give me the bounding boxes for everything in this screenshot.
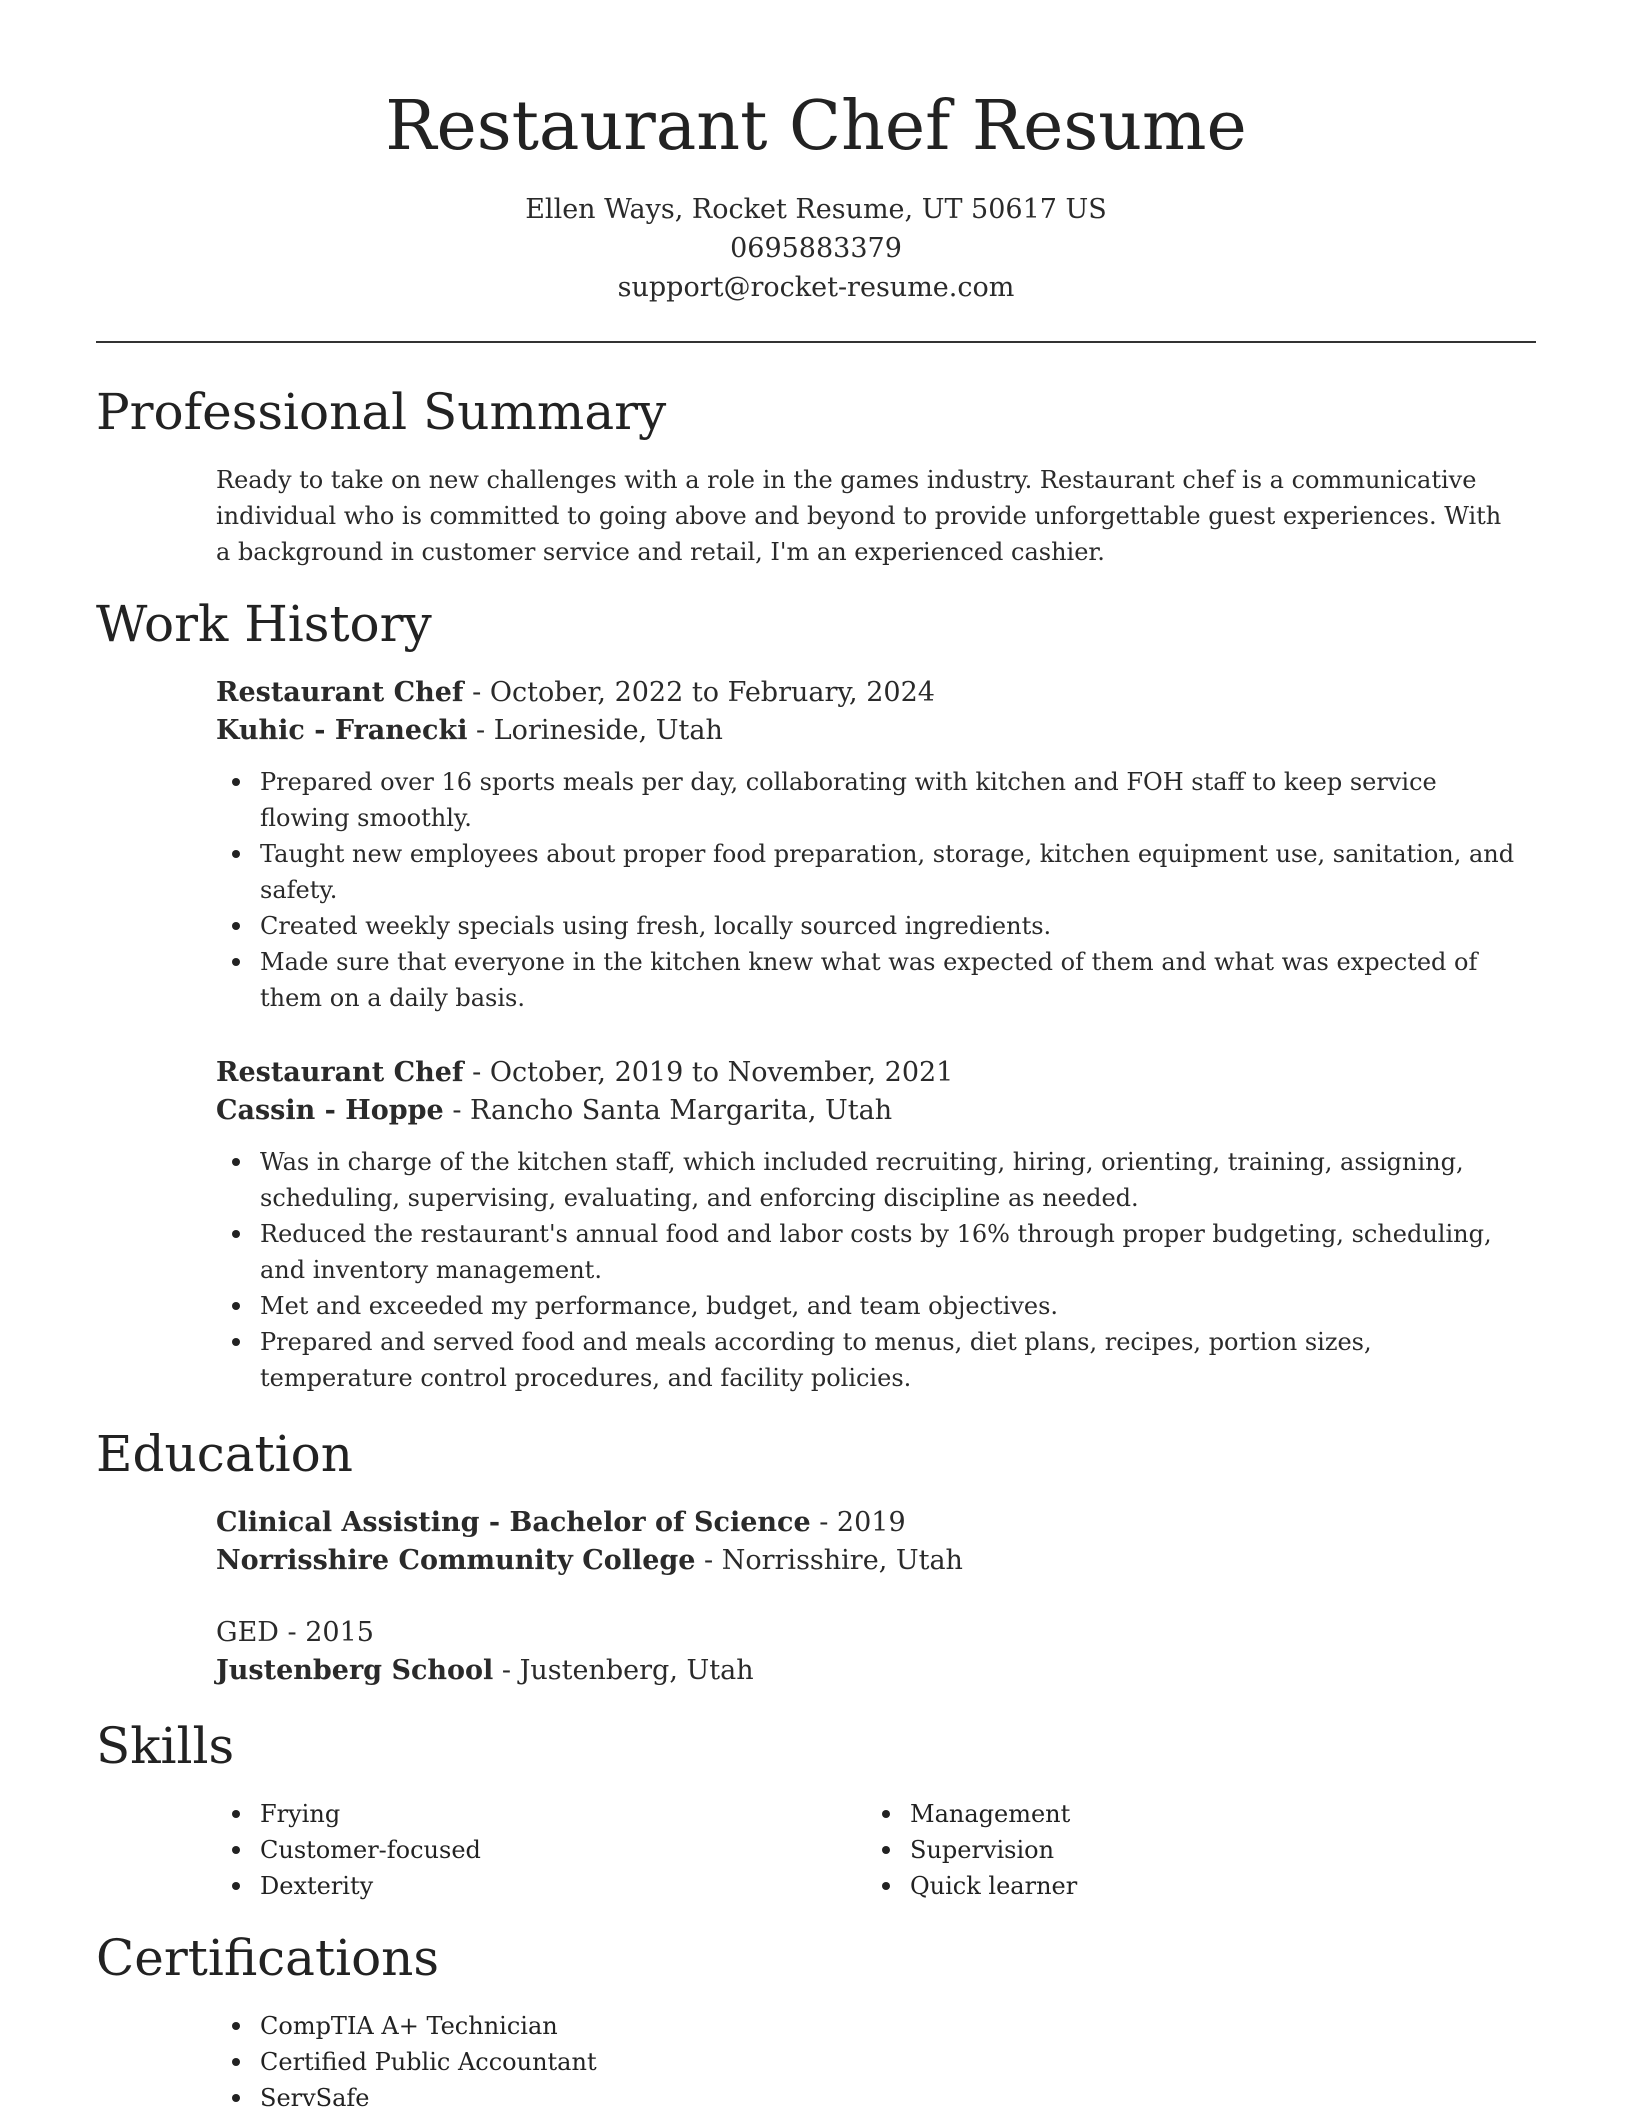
job-bullets [216, 1144, 1516, 1396]
list-item: Customer-focused [216, 1832, 816, 1868]
list-item: ServSafe [216, 2080, 1516, 2116]
section-heading-education: Education [96, 1425, 353, 1483]
job-entry [216, 1054, 1516, 1396]
job-dates: - October, 2019 to November, 2021 [463, 1057, 954, 1088]
list-item: Frying [216, 1796, 816, 1832]
education-entry [216, 1504, 1516, 1580]
job-title-line [216, 1054, 1516, 1092]
job-location: - Lorineside, Utah [467, 715, 723, 746]
list-item: Made sure that everyone in the kitchen knew what was expected of them and what was expected of them on a daily basis. [216, 944, 1516, 1016]
list-item: Met and exceeded my performance, budget, and team objectives. [216, 1288, 1516, 1324]
education-location: - Norrisshire, Utah [695, 1545, 963, 1576]
education-degree: Clinical Assisting - Bachelor of Science [216, 1507, 811, 1538]
skills-list-right [866, 1796, 1466, 1904]
list-item: Certified Public Accountant [216, 2044, 1516, 2080]
list-item: Prepared and served food and meals according to menus, diet plans, recipes, portion sizes, temperature control procedures, and facility policies. [216, 1324, 1516, 1396]
contact-phone: 0695883379 [730, 233, 902, 264]
header-divider [96, 341, 1536, 343]
list-item: Prepared over 16 sports meals per day, collaborating with kitchen and FOH staff to keep service flowing smoothly. [216, 764, 1516, 836]
list-item: Created weekly specials using fresh, locally sourced ingredients. [216, 908, 1516, 944]
section-heading-summary: Professional Summary [96, 383, 667, 441]
job-title: Restaurant Chef [216, 1057, 464, 1088]
education-degree-line [216, 1504, 1516, 1542]
job-entry [216, 674, 1516, 1016]
education-entry [216, 1614, 1516, 1690]
education-degree-line [216, 1614, 1516, 1652]
section-heading-work-history: Work History [96, 595, 432, 653]
contact-address: Ellen Ways, Rocket Resume, UT 50617 US [525, 194, 1107, 225]
list-item: Was in charge of the kitchen staff, which included recruiting, hiring, orienting, training, assigning, scheduling, supervising, evaluating, and enforcing discipline as needed. [216, 1144, 1516, 1216]
job-company-line [216, 712, 1516, 750]
job-title-line [216, 674, 1516, 712]
list-item: Reduced the restaurant's annual food and labor costs by 16% through proper budgeting, scheduling, and inventory management. [216, 1216, 1516, 1288]
section-heading-certifications: Certifications [96, 1929, 440, 1987]
job-dates: - October, 2022 to February, 2024 [463, 677, 935, 708]
job-company-line [216, 1092, 1516, 1130]
contact-info [0, 190, 1632, 307]
education-year: - 2019 [810, 1507, 906, 1538]
skills-list-left [216, 1796, 816, 1904]
education-year: - 2015 [278, 1617, 374, 1648]
list-item: Quick learner [866, 1868, 1466, 1904]
job-bullets [216, 764, 1516, 1016]
list-item: Dexterity [216, 1868, 816, 1904]
education-degree: GED [216, 1617, 279, 1648]
list-item: Supervision [866, 1832, 1466, 1868]
education-school: Justenberg School [216, 1655, 494, 1686]
job-company: Kuhic - Franecki [216, 715, 468, 746]
education-school-line [216, 1652, 1516, 1690]
summary-text: Ready to take on new challenges with a role in the games industry. Restaurant chef is a communicative individual who is committed to going above and beyond to provide unforgettable guest experiences. With a background in customer service and retail, I'm an experienced cashier. [216, 466, 1502, 566]
education-school-line [216, 1542, 1516, 1580]
list-item: Taught new employees about proper food preparation, storage, kitchen equipment use, sanitation, and safety. [216, 836, 1516, 908]
education-location: - Justenberg, Utah [493, 1655, 754, 1686]
contact-email: support@rocket-resume.com [617, 272, 1015, 303]
job-company: Cassin - Hoppe [216, 1095, 444, 1126]
page-title: Restaurant Chef Resume [385, 87, 1247, 166]
section-heading-skills: Skills [96, 1717, 235, 1775]
job-title: Restaurant Chef [216, 677, 464, 708]
certifications-list [216, 2008, 1516, 2116]
list-item: CompTIA A+ Technician [216, 2008, 1516, 2044]
education-school: Norrisshire Community College [216, 1545, 696, 1576]
list-item: Management [866, 1796, 1466, 1832]
job-location: - Rancho Santa Margarita, Utah [443, 1095, 893, 1126]
